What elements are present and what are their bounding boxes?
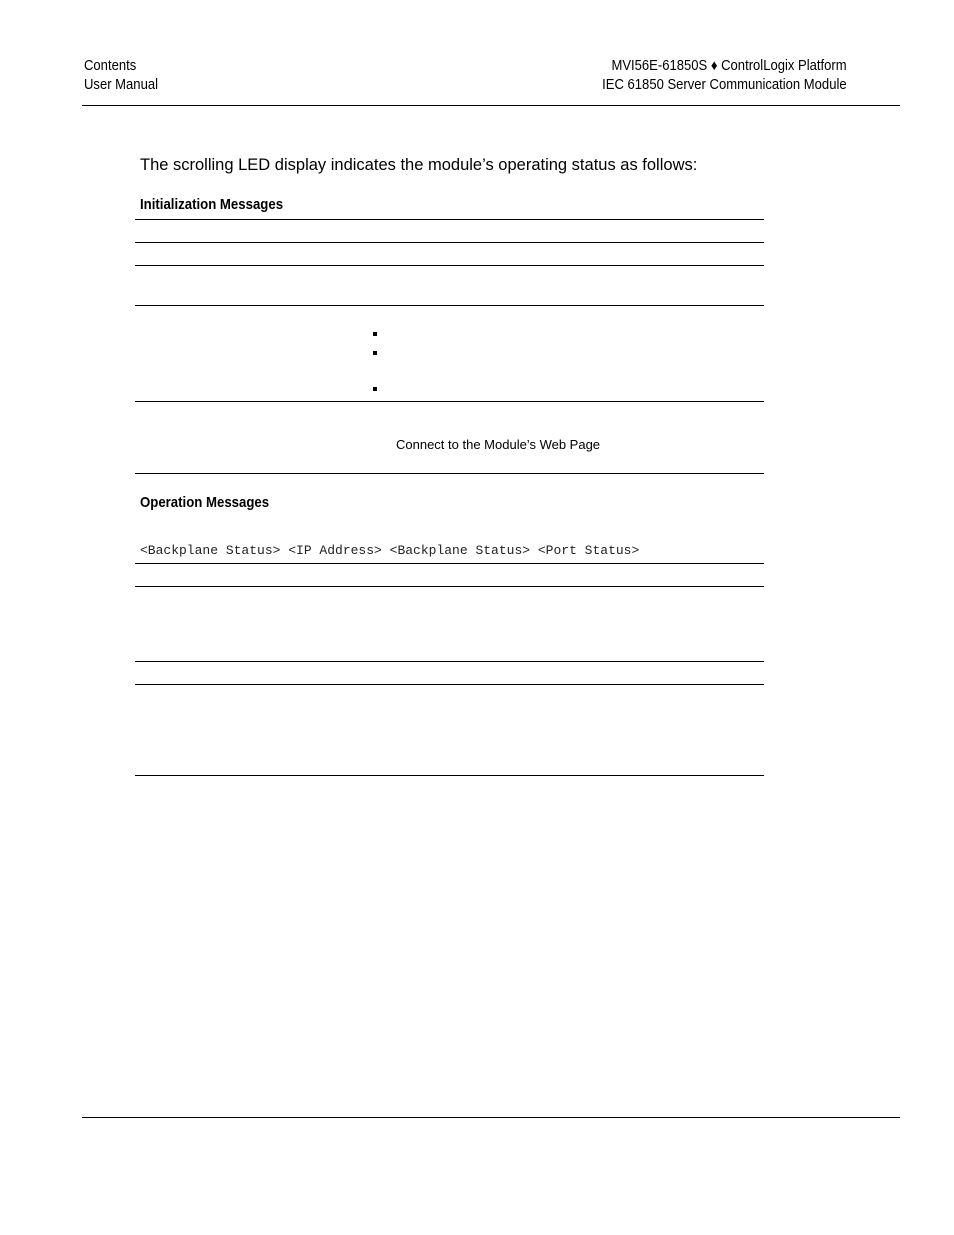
init-table-rule	[135, 242, 764, 243]
list-bullet	[373, 387, 377, 391]
init-table-rule	[135, 473, 764, 474]
init-table-rule	[135, 401, 764, 402]
header-divider	[82, 105, 900, 106]
operation-messages-heading: Operation Messages	[140, 494, 270, 511]
operation-table-rule	[135, 775, 764, 776]
operation-table-rule	[135, 563, 764, 564]
init-table-rule	[135, 219, 764, 220]
header-product-name: MVI56E-61850S ♦ ControlLogix Platform	[611, 58, 847, 74]
list-bullet	[373, 351, 377, 355]
header-section-name: Contents	[84, 58, 137, 74]
operation-table-rule	[135, 586, 764, 587]
init-table-rule	[135, 305, 764, 306]
operation-table-rule	[135, 661, 764, 662]
header-left	[84, 57, 158, 95]
operation-table-rule	[135, 684, 764, 685]
intro-paragraph: The scrolling LED display indicates the module’s operating status as follows:	[140, 156, 698, 174]
init-table-rule	[135, 265, 764, 266]
web-page-link-reference[interactable]: Connect to the Module’s Web Page	[396, 437, 601, 452]
header-right	[603, 57, 847, 95]
header-product-description: IEC 61850 Server Communication Module	[602, 77, 847, 93]
list-bullet	[373, 332, 377, 336]
operation-message-format: <Backplane Status> <IP Address> <Backplane Status> <Port Status>	[140, 543, 640, 558]
initialization-messages-heading: Initialization Messages	[140, 196, 284, 213]
header-doc-type: User Manual	[84, 77, 158, 93]
footer-divider	[82, 1117, 900, 1118]
